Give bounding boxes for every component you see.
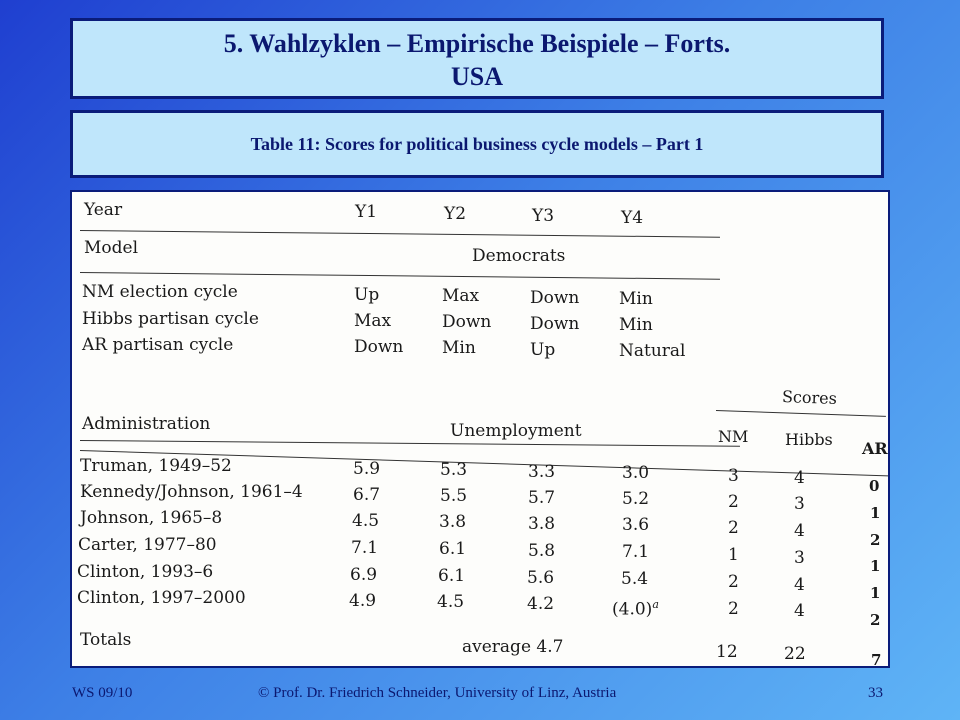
row-3-nm: 1 — [728, 545, 739, 565]
rule-top — [80, 230, 720, 238]
score-header-hibbs: Hibbs — [785, 430, 833, 449]
row-5-ar: 2 — [870, 611, 881, 629]
row-4-y1: 6.9 — [350, 565, 378, 585]
scores-label: Scores — [781, 387, 838, 408]
footer-left: WS 09/10 — [72, 685, 133, 701]
rule-scores — [716, 410, 886, 417]
model-0-y2: Max — [442, 286, 480, 306]
year-y2: Y2 — [444, 204, 467, 224]
model-name-0: NM election cycle — [82, 282, 238, 302]
rule-admin — [80, 440, 740, 447]
model-1-y3: Down — [530, 314, 580, 334]
row-5-y1: 4.9 — [349, 591, 377, 611]
row-0-y1: 5.9 — [353, 459, 381, 479]
model-1-y1: Max — [354, 311, 392, 331]
totals-nm: 12 — [716, 642, 738, 662]
row-3-y4: 7.1 — [622, 542, 650, 562]
scores-table — [70, 190, 890, 668]
row-0-y3: 3.3 — [528, 462, 556, 482]
score-header-ar: AR — [862, 439, 888, 458]
row-2-y3: 3.8 — [528, 514, 556, 534]
row-4-ar: 1 — [870, 584, 881, 602]
admin-1: Kennedy/Johnson, 1961–4 — [80, 482, 303, 502]
totals-average: average 4.7 — [462, 637, 564, 657]
row-3-y2: 6.1 — [439, 539, 467, 559]
row-2-nm: 2 — [728, 518, 739, 538]
row-1-hibbs: 3 — [794, 494, 805, 514]
totals-ar: 7 — [871, 651, 882, 668]
year-y1: Y1 — [355, 202, 378, 222]
row-5-y4 — [612, 595, 659, 620]
footer-page-number: 33 — [868, 685, 883, 701]
admin-2: Johnson, 1965–8 — [80, 508, 223, 528]
row-3-y3: 5.8 — [528, 541, 556, 561]
title-line-2: USA — [450, 62, 503, 91]
row-3-y1: 7.1 — [351, 538, 379, 558]
row-1-y2: 5.5 — [440, 486, 468, 506]
model-1-y2: Down — [442, 312, 492, 332]
model-0-y3: Down — [530, 288, 580, 308]
model-1-y4: Min — [619, 315, 653, 335]
row-5-hibbs: 4 — [794, 601, 805, 621]
row-2-y4: 3.6 — [622, 515, 650, 535]
model-label: Model — [84, 238, 139, 258]
totals-label: Totals — [80, 630, 132, 650]
row-4-hibbs: 4 — [794, 575, 805, 595]
model-name-1: Hibbs partisan cycle — [82, 309, 259, 329]
admin-4: Clinton, 1993–6 — [77, 562, 214, 582]
row-1-nm: 2 — [728, 492, 739, 512]
row-0-hibbs: 4 — [794, 468, 805, 488]
score-header-nm: NM — [718, 427, 749, 446]
row-5-y4-value: (4.0) — [612, 599, 653, 620]
model-2-y2: Min — [442, 338, 476, 358]
admin-3: Carter, 1977–80 — [78, 535, 217, 555]
unemployment-label: Unemployment — [450, 421, 582, 441]
table-caption: Table 11: Scores for political business cycle models – Part 1 — [70, 110, 884, 178]
row-2-y1: 4.5 — [352, 511, 380, 531]
year-y3: Y3 — [532, 206, 555, 226]
totals-hibbs: 22 — [784, 644, 806, 664]
row-4-y4: 5.4 — [621, 569, 649, 589]
row-3-hibbs: 3 — [794, 548, 805, 568]
row-4-nm: 2 — [728, 572, 739, 592]
footer-center: © Prof. Dr. Friedrich Schneider, University of Linz, Austria — [258, 685, 617, 701]
row-1-y3: 5.7 — [528, 488, 556, 508]
row-4-y3: 5.6 — [527, 568, 555, 588]
row-1-ar: 1 — [870, 504, 881, 522]
model-2-y4: Natural — [619, 341, 686, 361]
rule-model — [80, 272, 720, 280]
row-0-y2: 5.3 — [440, 460, 468, 480]
model-name-2: AR partisan cycle — [82, 335, 234, 355]
row-4-y2: 6.1 — [438, 566, 466, 586]
year-y4: Y4 — [621, 208, 644, 228]
slide-title — [70, 18, 884, 99]
row-0-nm: 3 — [728, 466, 739, 486]
model-2-y3: Up — [530, 340, 556, 360]
row-0-ar: 0 — [869, 477, 880, 495]
footnote-mark: a — [652, 598, 659, 611]
row-1-y1: 6.7 — [353, 485, 381, 505]
row-5-y2: 4.5 — [437, 592, 465, 612]
admin-0: Truman, 1949–52 — [80, 456, 232, 476]
model-2-y1: Down — [354, 337, 404, 357]
row-5-y3: 4.2 — [527, 594, 555, 614]
row-2-hibbs: 4 — [794, 521, 805, 541]
row-3-ar: 1 — [870, 557, 881, 575]
row-2-ar: 2 — [870, 531, 881, 549]
model-0-y4: Min — [619, 289, 653, 309]
party-label: Democrats — [472, 246, 566, 266]
administration-label: Administration — [82, 414, 211, 434]
title-line-1: 5. Wahlzyklen – Empirische Beispiele – Forts. — [223, 29, 731, 58]
row-2-y2: 3.8 — [439, 512, 467, 532]
row-0-y4: 3.0 — [622, 463, 650, 483]
model-0-y1: Up — [354, 285, 380, 305]
row-5-nm: 2 — [728, 599, 739, 619]
year-label: Year — [84, 200, 123, 220]
row-1-y4: 5.2 — [622, 489, 650, 509]
admin-5: Clinton, 1997–2000 — [77, 588, 246, 608]
